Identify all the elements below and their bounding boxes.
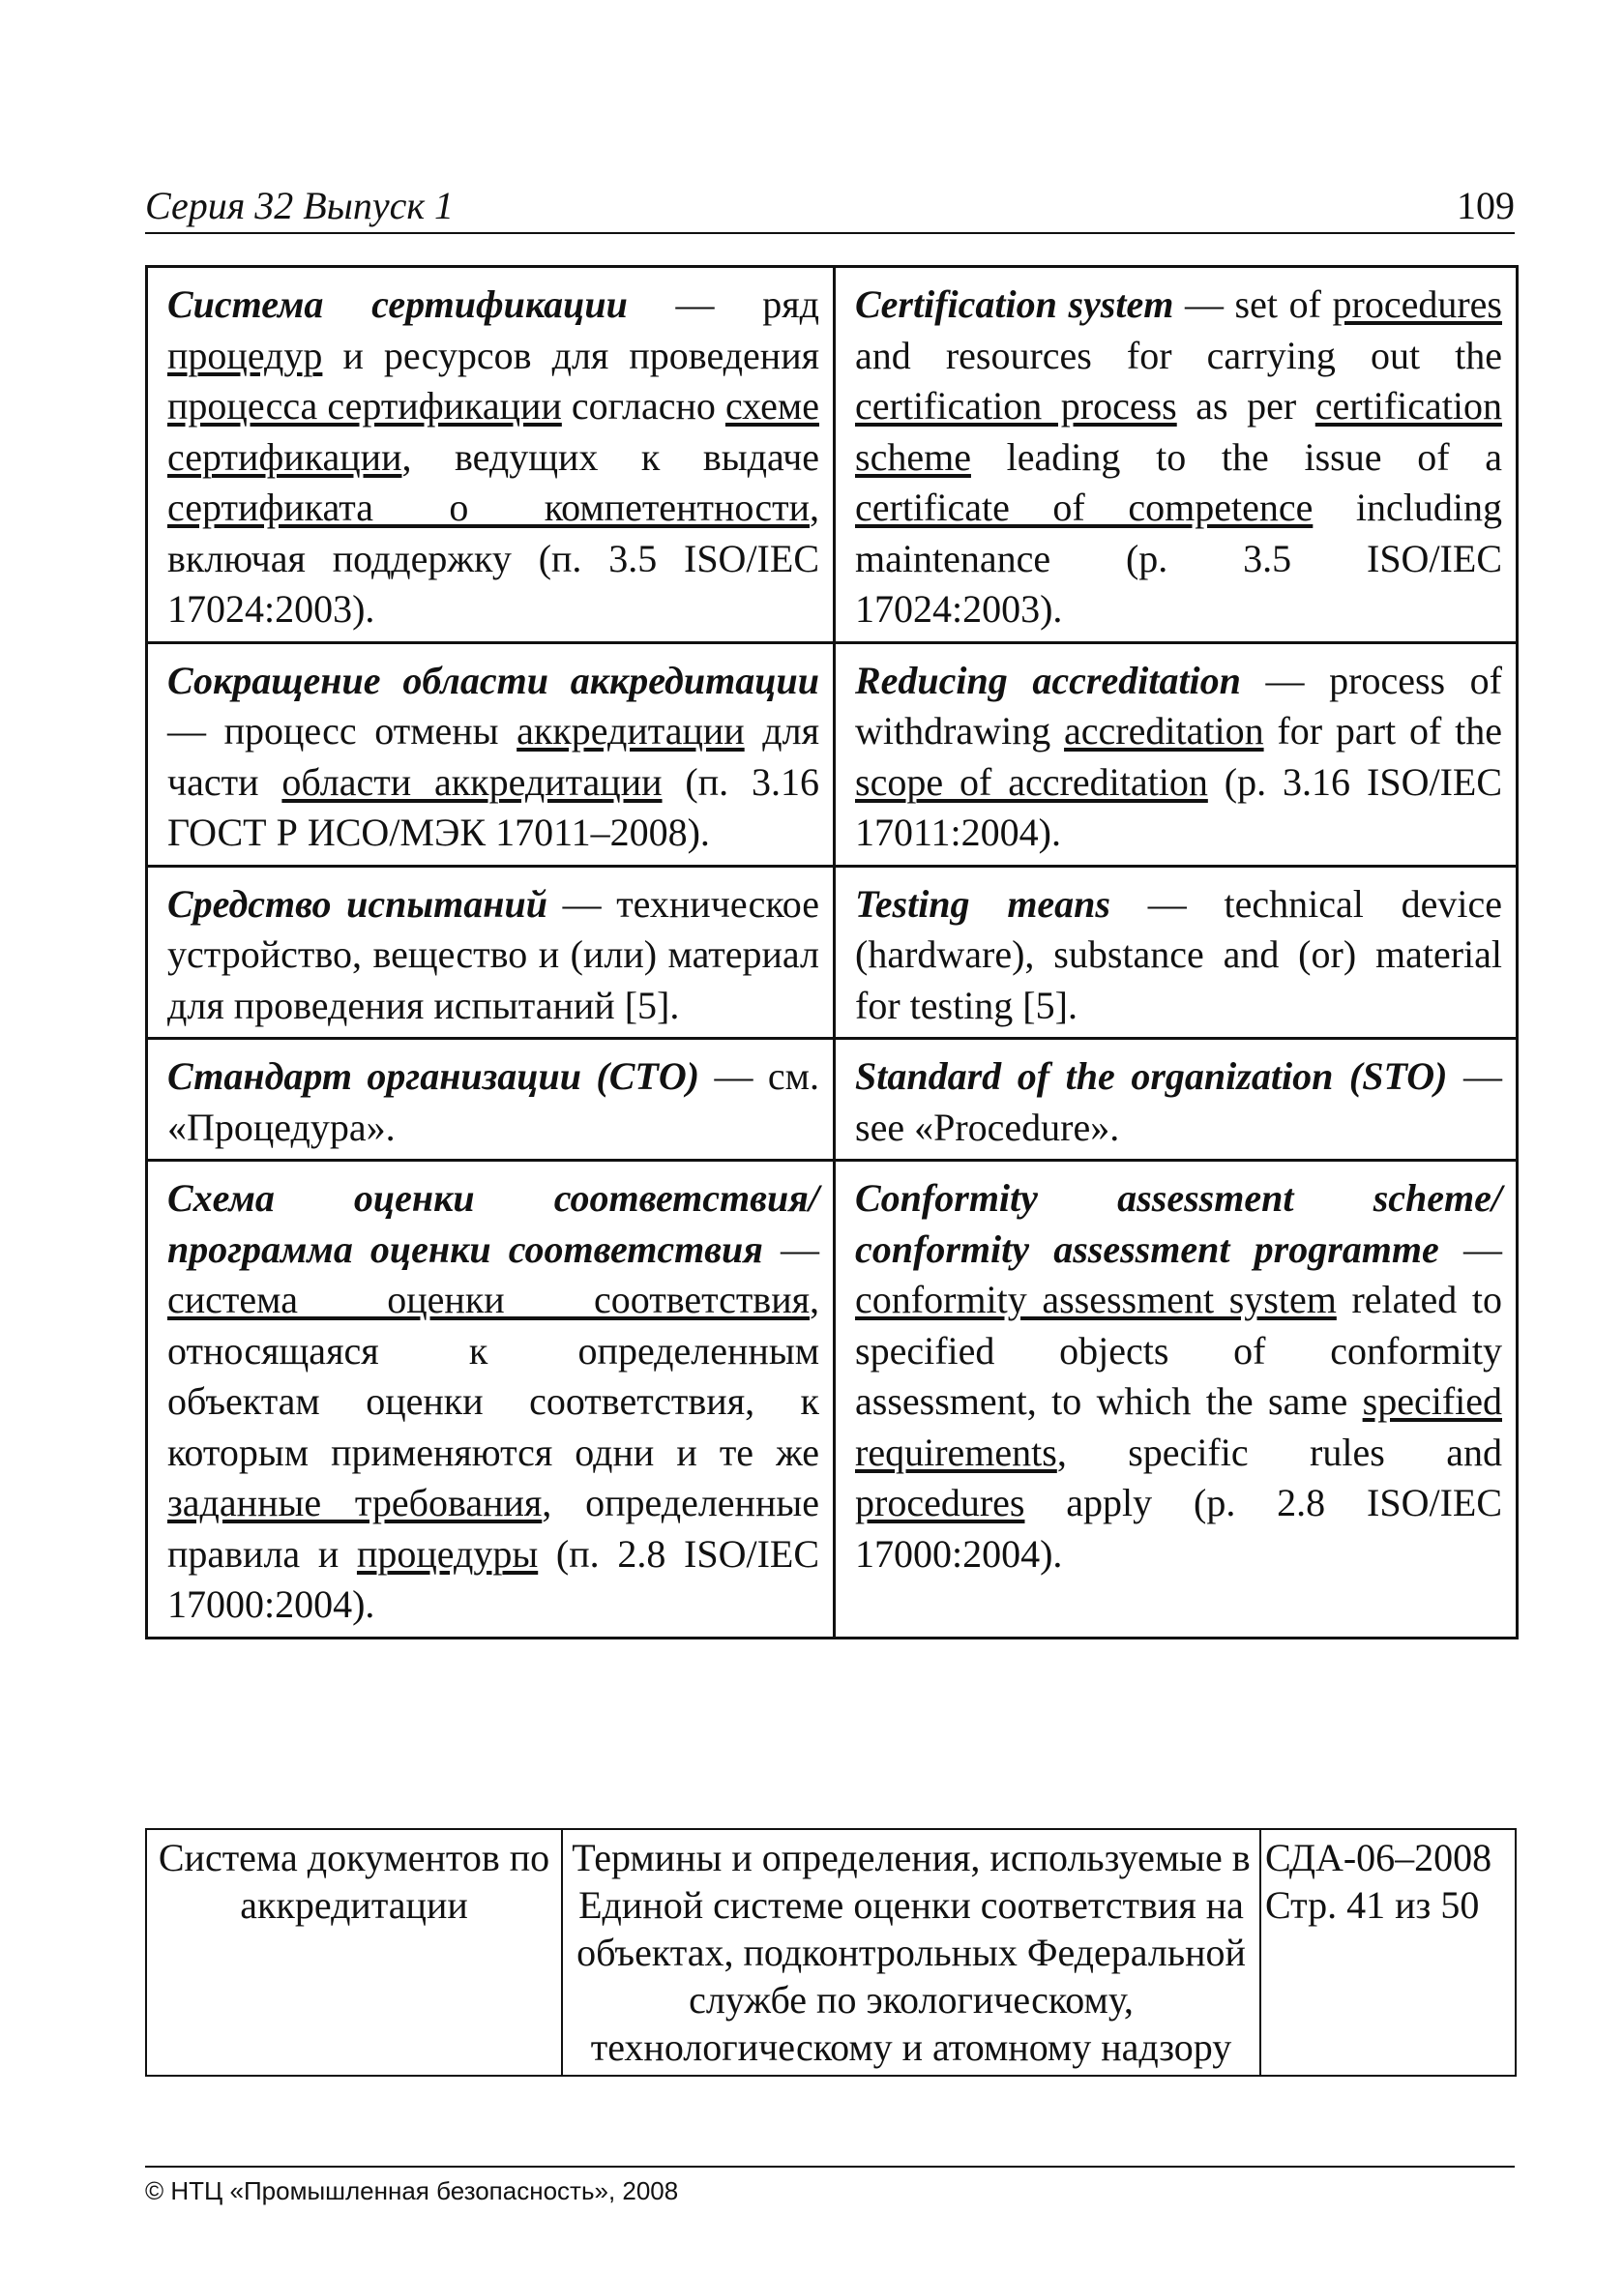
defined-term-link: система оценки соответствия (167, 1278, 810, 1321)
defined-term-link: accreditation (1064, 709, 1264, 753)
series-title: Серия 32 Выпуск 1 (145, 184, 455, 227)
definition-text: related to specified objects of conformity assessment, to which the same (855, 1278, 1502, 1423)
defined-term-link: specified requirements (855, 1379, 1502, 1474)
definition-text: — set of (1173, 282, 1333, 326)
copyright-notice: © НТЦ «Промышленная безопасность», 2008 (145, 2176, 679, 2205)
definition-text: including maintenance (p. 3.5 ISO/IEC 17024:2003). (855, 486, 1502, 631)
defined-term-link: procedures (855, 1481, 1025, 1524)
definition-text: as per (1176, 384, 1315, 428)
definition-text: — (762, 1226, 819, 1271)
term-name: Схема оценки соответствия/ программа оценки соответствия (167, 1176, 819, 1271)
definition-text: — процесс отмены (167, 709, 517, 753)
defined-term-link: сертификата о компетентности (167, 486, 810, 529)
term-cell-en (835, 1161, 1518, 1639)
definition-text: согласно (561, 384, 725, 428)
term-name: Testing means (855, 881, 1110, 926)
document-system-cell: Система документов по аккредитации (146, 1829, 562, 2076)
definition-text: leading to the issue of a (970, 434, 1502, 479)
definition-text: , specific rules and (1056, 1430, 1502, 1474)
term-cell-en (835, 866, 1518, 1039)
definition-text: and resources for carrying out the (855, 333, 1502, 377)
defined-term-link: conformity assessment system (855, 1278, 1337, 1321)
definition-text: apply (p. 2.8 ISO/IEC 17000:2004). (855, 1481, 1502, 1576)
definition-text: — (1438, 1226, 1502, 1271)
term-cell-ru (147, 642, 835, 866)
running-header (145, 178, 1515, 234)
defined-term-link: процедуры (356, 1531, 539, 1576)
term-name: Стандарт организации (СТО) (167, 1054, 700, 1098)
defined-term-link: certification scheme (855, 384, 1502, 479)
definition-text: — техническое устройство, вещество и (или) материал для проведения испытаний [5]. (167, 881, 819, 1027)
term-name: Certification system (855, 282, 1174, 326)
term-row (147, 1161, 1518, 1639)
definition-text: for part of the (1263, 709, 1503, 753)
definition-text: — see «Procedure». (855, 1054, 1502, 1149)
term-name: Система сертификации (167, 282, 628, 326)
term-cell-en (835, 1039, 1518, 1161)
defined-term-link: процедур (167, 333, 323, 377)
term-cell-ru (147, 866, 835, 1039)
definition-text: , относящаяся к определенным объектам оценки соответствия, к которым применяются одни и те же (167, 1278, 819, 1474)
document-page-count: Стр. 41 из 50 (1265, 1883, 1480, 1927)
term-name: Standard of the organization (STO) (855, 1054, 1448, 1098)
definition-text: для части (167, 709, 819, 804)
document-code-cell (1260, 1829, 1516, 2076)
terms-table (145, 265, 1519, 1639)
definition-text: , включая поддержку (п. 3.5 ISO/IEC 17024:2003). (167, 486, 819, 631)
definition-text: — technical device (hardware), substance and (or) material for testing [5]. (855, 881, 1503, 1027)
defined-term-link: заданные требования (167, 1481, 543, 1524)
term-name: Reducing accreditation (855, 658, 1241, 702)
term-name: Средство испытаний (167, 881, 547, 926)
defined-term-link: certification process (855, 384, 1177, 428)
defined-term-link: схеме сертификации (167, 384, 819, 479)
definition-text: (п. 2.8 ISO/IEC 17000:2004). (167, 1531, 819, 1626)
document-footer-table (145, 1828, 1517, 2077)
defined-term-link: procedures (1332, 282, 1502, 326)
document-code: СДА-06–2008 (1265, 1836, 1492, 1879)
definition-text: , определенные правила и (167, 1481, 819, 1576)
definition-text: — ряд (627, 282, 819, 326)
term-cell-ru (147, 267, 835, 643)
term-cell-en (835, 642, 1518, 866)
term-row (147, 866, 1518, 1039)
defined-term-link: области аккредитации (281, 759, 663, 804)
term-cell-ru (147, 1039, 835, 1161)
term-name: Conformity assessment scheme/ conformity assessment programme (855, 1176, 1502, 1271)
term-row (147, 1039, 1518, 1161)
document-title-cell: Термины и определения, используемые в Единой системе оценки соответствия на объектах, подконтрольных Федеральной службе по экологическому, технологическому и атомному надзору (562, 1829, 1260, 2076)
defined-term-link: certificate of competence (855, 486, 1314, 529)
defined-term-link: процесса сертификации (167, 384, 562, 428)
defined-term-link: scope of accreditation (855, 759, 1208, 804)
term-cell-en (835, 267, 1518, 643)
defined-term-link: аккредитации (517, 709, 745, 753)
page-number: 109 (1457, 184, 1515, 227)
footer-rule (145, 2166, 1515, 2168)
term-name: Сокращение области аккредитации (167, 658, 819, 702)
definition-text: (п. 3.16 ГОСТ Р ИСО/МЭК 17011–2008). (167, 759, 819, 854)
definition-text: , ведущих к выдаче (401, 434, 819, 479)
definition-text: (p. 3.16 ISO/IEC 17011:2004). (855, 759, 1503, 854)
definition-text: — process of withdrawing (855, 658, 1502, 753)
definition-text: — см. «Процедура». (167, 1054, 819, 1149)
term-row (147, 267, 1518, 643)
definition-text: и ресурсов для проведения (322, 333, 819, 377)
term-row (147, 642, 1518, 866)
term-cell-ru (147, 1161, 835, 1639)
